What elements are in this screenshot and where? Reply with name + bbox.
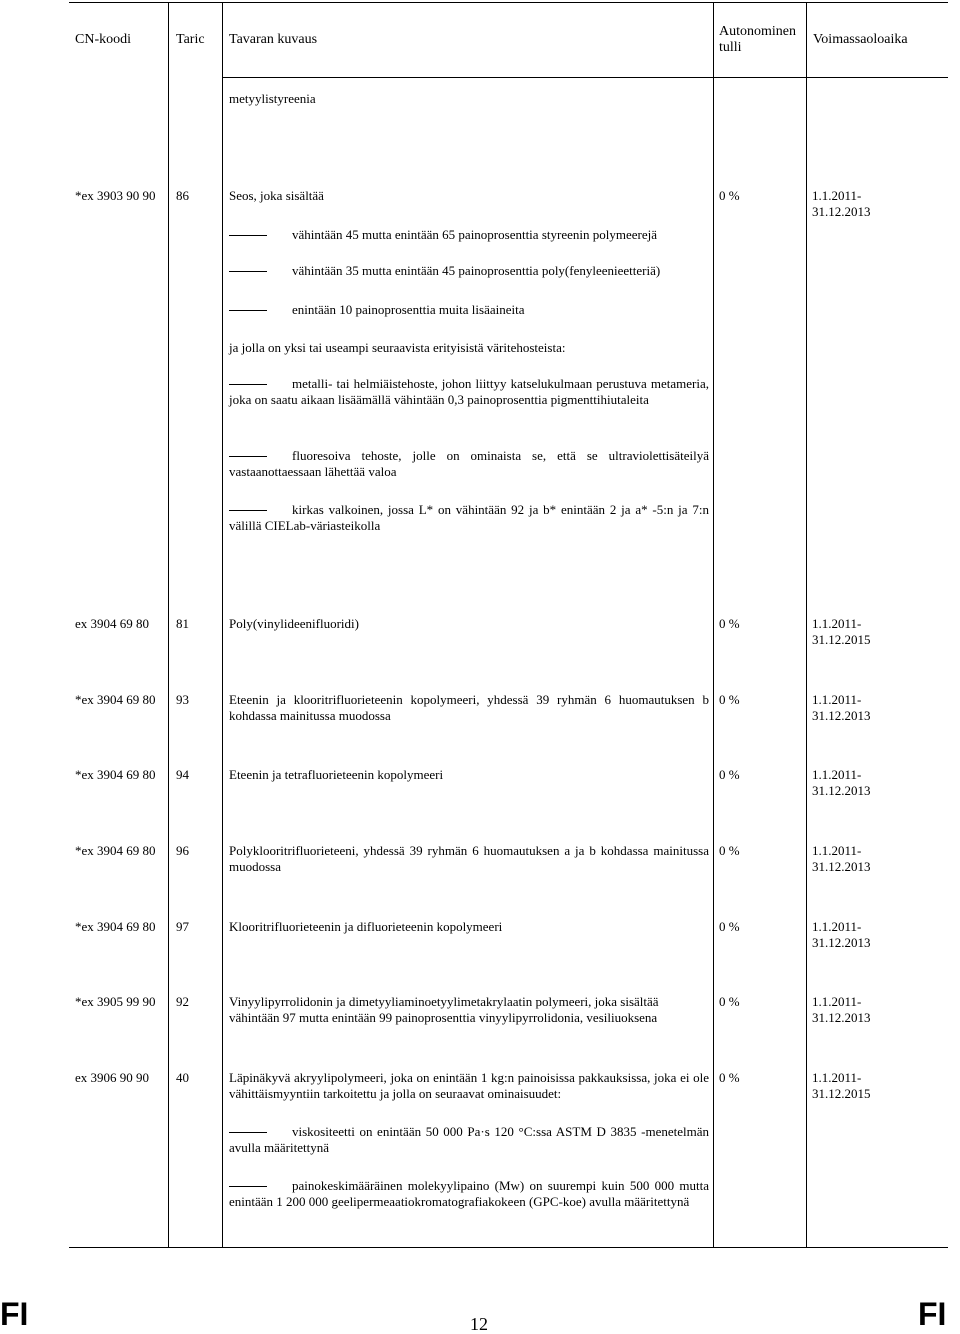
duty-rate: 0 % <box>719 188 740 203</box>
validity-end: 31.12.2013 <box>812 204 871 219</box>
duty-rate: 0 % <box>719 767 740 782</box>
dash-mark <box>229 1186 267 1187</box>
goods-description: Vinyylipyrrolidonin ja dimetyyliaminoetyylimetakrylaatin polymeeri, joka sisältää vähintään 97 mutta enintään 99 painoprosenttia vinyylipyrrolidonia, vesiliuoksena <box>229 994 659 1025</box>
duty-rate: 0 % <box>719 616 740 631</box>
sub-item: viskositeetti on enintään 50 000 Pa·s 120 °C:ssa ASTM D 3835 -menetelmän avulla määritettynä <box>229 1124 709 1155</box>
header-duty-line1: Autonominen <box>719 24 796 39</box>
dash-mark <box>229 456 267 457</box>
cn-code: *ex 3904 69 80 <box>75 843 156 858</box>
cn-code: *ex 3903 90 90 <box>75 188 156 203</box>
footer-language-mark-right: FI <box>918 1296 947 1332</box>
taric-code: 92 <box>176 994 189 1009</box>
validity-start: 1.1.2011- <box>812 188 862 203</box>
validity-start: 1.1.2011- <box>812 767 862 782</box>
validity-start: 1.1.2011- <box>812 616 862 631</box>
duty-rate: 0 % <box>719 843 740 858</box>
sub-item: painokeskimääräinen molekyylipaino (Mw) on suurempi kuin 500 000 mutta enintään 1 200 000 geelipermeaatiokromatografiakokeen (GPC-koe) avulla määritettynä <box>229 1178 709 1209</box>
sub-item: vähintään 45 mutta enintään 65 painoprosenttia styreenin polymeerejä <box>229 227 709 243</box>
footer-language-mark-left: FI <box>0 1296 29 1332</box>
taric-code: 93 <box>176 692 189 707</box>
taric-code: 96 <box>176 843 189 858</box>
taric-code: 86 <box>176 188 189 203</box>
duty-rate: 0 % <box>719 1070 740 1085</box>
validity-end: 31.12.2013 <box>812 859 871 874</box>
cn-code: *ex 3905 99 90 <box>75 994 156 1009</box>
cn-code: *ex 3904 69 80 <box>75 692 156 707</box>
column-divider <box>222 2 223 1247</box>
header-duty-line2: tulli <box>719 40 742 55</box>
goods-description: Klooritrifluorieteenin ja difluorieteenin kopolymeeri <box>229 919 503 934</box>
sub-item: metalli- tai helmiäistehoste, johon liittyy katselukulmaan perustuva metameria, joka on saatu aikaan lisäämällä vähintään 0,3 painoprosenttia pigmenttihiutaleita <box>229 376 709 407</box>
validity-end: 31.12.2013 <box>812 935 871 950</box>
dash-mark <box>229 310 267 311</box>
dash-mark <box>229 271 267 272</box>
goods-description: Läpinäkyvä akryylipolymeeri, joka on enintään 1 kg:n painoisissa pakkauksissa, joka ei ole vähittäismyyntiin tarkoitettu ja jolla on seuraavat ominaisuudet: <box>229 1070 709 1101</box>
table-top-border <box>69 2 948 3</box>
column-divider <box>713 2 714 1247</box>
cn-code: ex 3904 69 80 <box>75 616 150 631</box>
duty-rate: 0 % <box>719 919 740 934</box>
validity-end: 31.12.2013 <box>812 783 871 798</box>
condition-text: ja jolla on yksi tai useampi seuraavista erityisistä väritehosteista: <box>229 340 566 355</box>
goods-description: Eteenin ja tetrafluorieteenin kopolymeeri <box>229 767 444 782</box>
goods-description: Poly(vinylideenifluoridi) <box>229 616 359 631</box>
goods-description: Eteenin ja klooritrifluorieteenin kopolymeeri, yhdessä 39 ryhmän 6 huomautuksen b kohdassa mainitussa muodossa <box>229 692 709 723</box>
table-bottom-border <box>69 1247 948 1248</box>
validity-start: 1.1.2011- <box>812 919 862 934</box>
validity-start: 1.1.2011- <box>812 994 862 1009</box>
goods-description: Polyklooritrifluorieteeni, yhdessä 39 ryhmän 6 huomautuksen a ja b kohdassa mainitussa muodossa <box>229 843 709 874</box>
taric-code: 94 <box>176 767 189 782</box>
header-validity: Voimassaoloaika <box>813 32 908 47</box>
page-number: 12 <box>470 1314 488 1334</box>
header-description: Tavaran kuvaus <box>229 32 318 47</box>
dash-mark <box>229 1132 267 1133</box>
continued-description: metyylistyreenia <box>229 91 316 106</box>
validity-start: 1.1.2011- <box>812 843 862 858</box>
dash-mark <box>229 384 267 385</box>
sub-item: vähintään 35 mutta enintään 45 painoprosenttia poly(fenyleenieetteriä) <box>229 263 709 279</box>
column-divider <box>806 2 807 1247</box>
validity-end: 31.12.2015 <box>812 1086 871 1101</box>
cn-code: *ex 3904 69 80 <box>75 919 156 934</box>
taric-code: 81 <box>176 616 189 631</box>
duty-rate: 0 % <box>719 994 740 1009</box>
dash-mark <box>229 510 267 511</box>
duty-rate: 0 % <box>719 692 740 707</box>
dash-mark <box>229 235 267 236</box>
header-cn-code: CN-koodi <box>75 32 131 47</box>
header-taric: Taric <box>176 32 205 47</box>
validity-start: 1.1.2011- <box>812 692 862 707</box>
validity-end: 31.12.2013 <box>812 708 871 723</box>
goods-description: Seos, joka sisältää <box>229 188 324 203</box>
cn-code: *ex 3904 69 80 <box>75 767 156 782</box>
sub-item: fluoresoiva tehoste, jolle on ominaista se, että se ultraviolettisäteilyä vastaanottaessaan lähettää valoa <box>229 448 709 479</box>
validity-start: 1.1.2011- <box>812 1070 862 1085</box>
validity-end: 31.12.2013 <box>812 1010 871 1025</box>
sub-item: kirkas valkoinen, jossa L* on vähintään 92 ja b* enintään 2 ja a* -5:n ja 7:n välillä CIELab-väriasteikolla <box>229 502 709 533</box>
taric-code: 40 <box>176 1070 189 1085</box>
cn-code: ex 3906 90 90 <box>75 1070 150 1085</box>
validity-end: 31.12.2015 <box>812 632 871 647</box>
header-bottom-border <box>222 77 948 78</box>
column-divider <box>168 2 169 1247</box>
taric-code: 97 <box>176 919 189 934</box>
sub-item: enintään 10 painoprosenttia muita lisäaineita <box>229 302 709 318</box>
